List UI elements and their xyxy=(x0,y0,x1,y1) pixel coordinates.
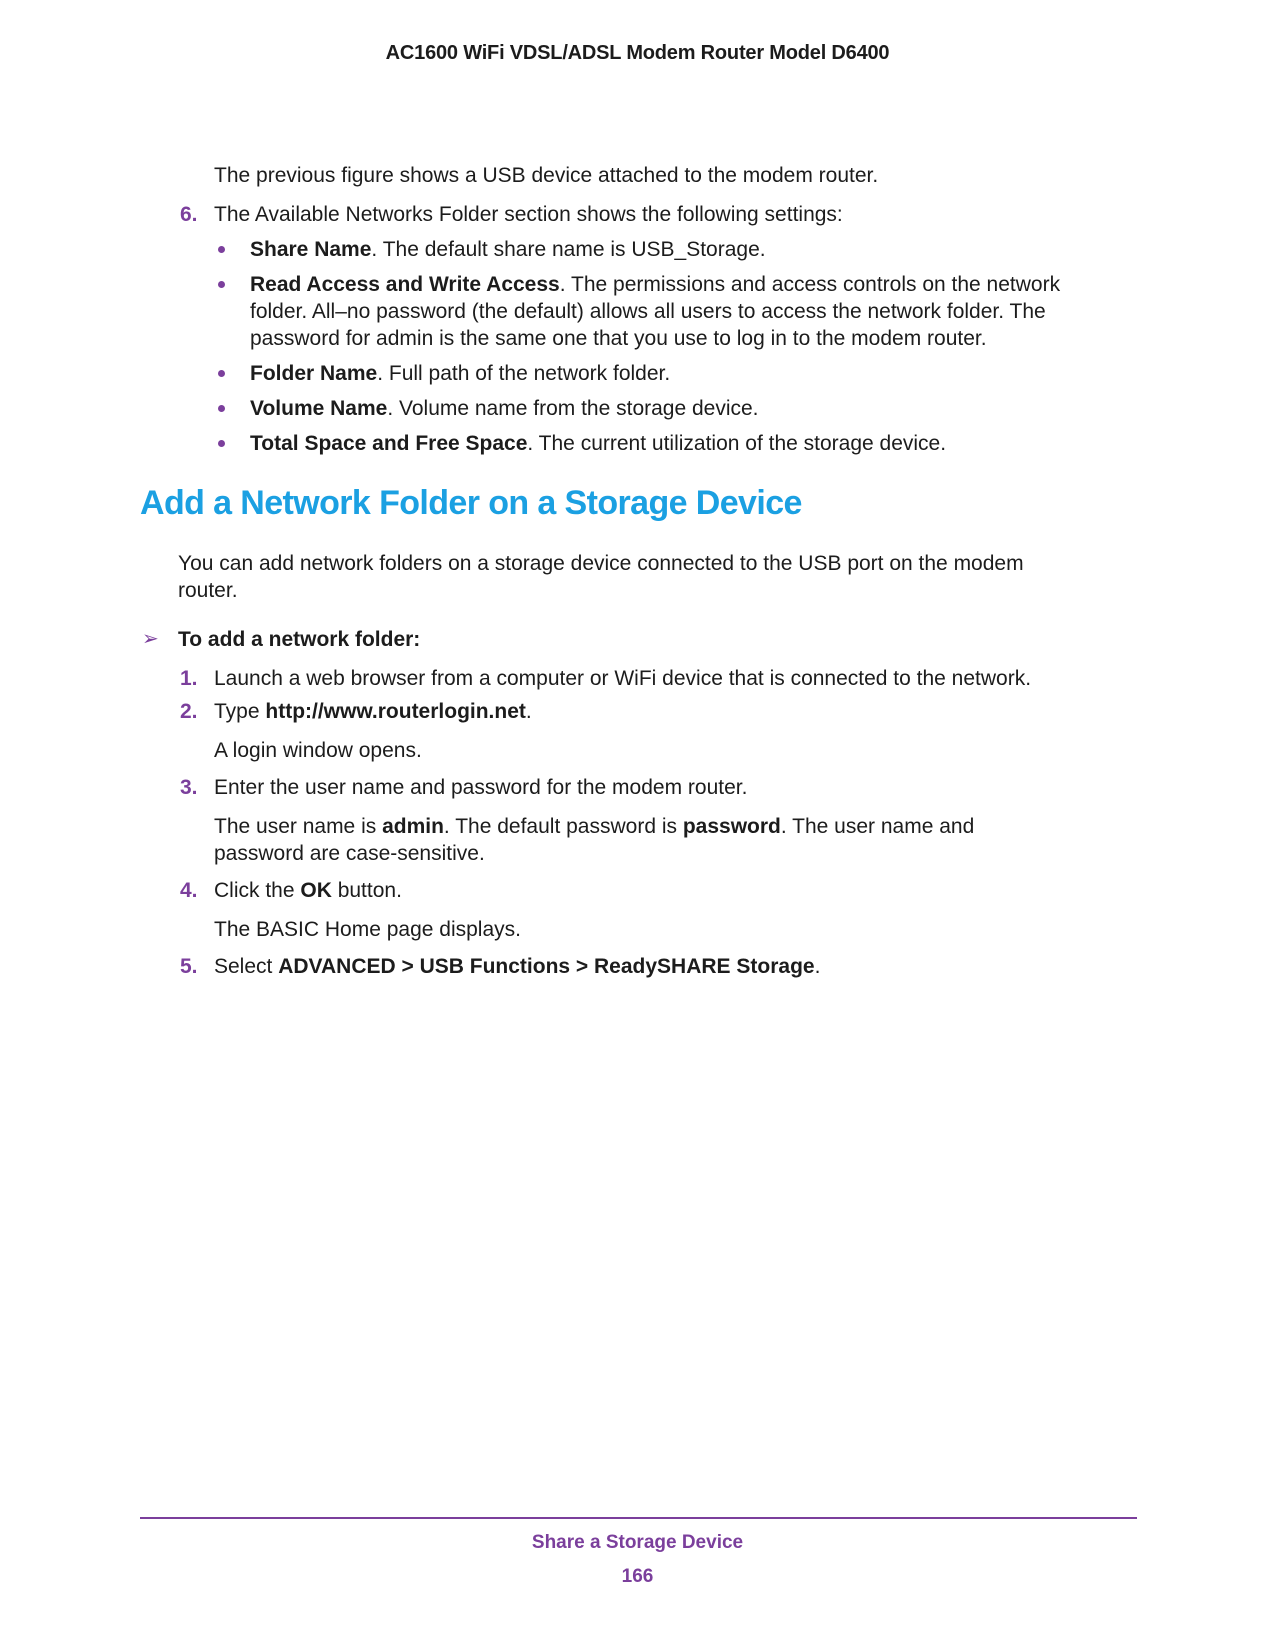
footer-section-title: Share a Storage Device xyxy=(531,1532,744,1553)
list-item-6 xyxy=(180,201,1135,228)
step-5-text: Select ADVANCED > USB Functions > ReadySHARE Storage. xyxy=(214,955,821,978)
step-4-text: Click the OK button. xyxy=(214,879,402,902)
step-3-note: The user name is admin. The default password is password. The user name and password are case-sensitive. xyxy=(214,815,975,865)
footer-divider xyxy=(140,1517,1137,1519)
bullet-share-name-text: Share Name. The default share name is USB_Storage. xyxy=(250,238,766,261)
step-2-text: Type http://www.routerlogin.net. xyxy=(214,700,532,723)
step-1-number: 1. xyxy=(180,667,198,690)
bullet-read-write-access xyxy=(218,271,1135,352)
section-intro-paragraph: You can add network folders on a storage device connected to the USB port on the modem router. xyxy=(178,552,1024,602)
step-5 xyxy=(180,953,1135,980)
bullet-share-name xyxy=(218,236,1135,263)
procedure-title-row xyxy=(142,626,1135,653)
footer-page-number: 166 xyxy=(621,1566,654,1587)
bullet-dot-icon xyxy=(218,271,250,298)
section-heading: Add a Network Folder on a Storage Device xyxy=(140,484,802,522)
bullet-dot-icon xyxy=(218,395,250,422)
step-5-number: 5. xyxy=(180,955,198,978)
step-3-text: Enter the user name and password for the modem router. xyxy=(214,776,748,799)
step-4 xyxy=(180,877,1135,904)
bullet-folder-name-text: Folder Name. Full path of the network folder. xyxy=(250,362,671,385)
step-4-number: 4. xyxy=(180,879,198,902)
step-4-result: The BASIC Home page displays. xyxy=(214,918,521,941)
bullet-folder-name xyxy=(218,360,1135,387)
list-item-6-number: 6. xyxy=(180,203,198,226)
step-3-number: 3. xyxy=(180,776,198,799)
step-2 xyxy=(180,698,1135,725)
bullet-volume-name-text: Volume Name. Volume name from the storage device. xyxy=(250,397,759,420)
bullet-dot-icon xyxy=(218,430,250,457)
procedure-arrow-icon: ➢ xyxy=(142,628,159,650)
bullet-total-free-space xyxy=(218,430,1135,457)
page-content xyxy=(140,0,1135,980)
step-1 xyxy=(180,665,1135,692)
bullet-total-free-space-text: Total Space and Free Space. The current utilization of the storage device. xyxy=(250,432,947,455)
step-1-text: Launch a web browser from a computer or WiFi device that is connected to the network. xyxy=(214,667,1032,690)
procedure-title: To add a network folder: xyxy=(178,628,421,651)
bullet-volume-name xyxy=(218,395,1135,422)
step-2-number: 2. xyxy=(180,700,198,723)
step-3 xyxy=(180,774,1135,801)
step-2-result: A login window opens. xyxy=(214,739,422,762)
bullet-dot-icon xyxy=(218,360,250,387)
header-title: AC1600 WiFi VDSL/ADSL Modem Router Model D6400 xyxy=(385,42,890,64)
list-item-6-text: The Available Networks Folder section shows the following settings: xyxy=(214,203,843,226)
intro-paragraph: The previous figure shows a USB device attached to the modem router. xyxy=(214,164,879,187)
bullet-read-write-access-text: Read Access and Write Access. The permissions and access controls on the network folder. All–no password (the default) allows all users to access the network folder. The password for admin is the same one that you use to log in to the modem router. xyxy=(250,273,1061,350)
bullet-dot-icon xyxy=(218,236,250,263)
